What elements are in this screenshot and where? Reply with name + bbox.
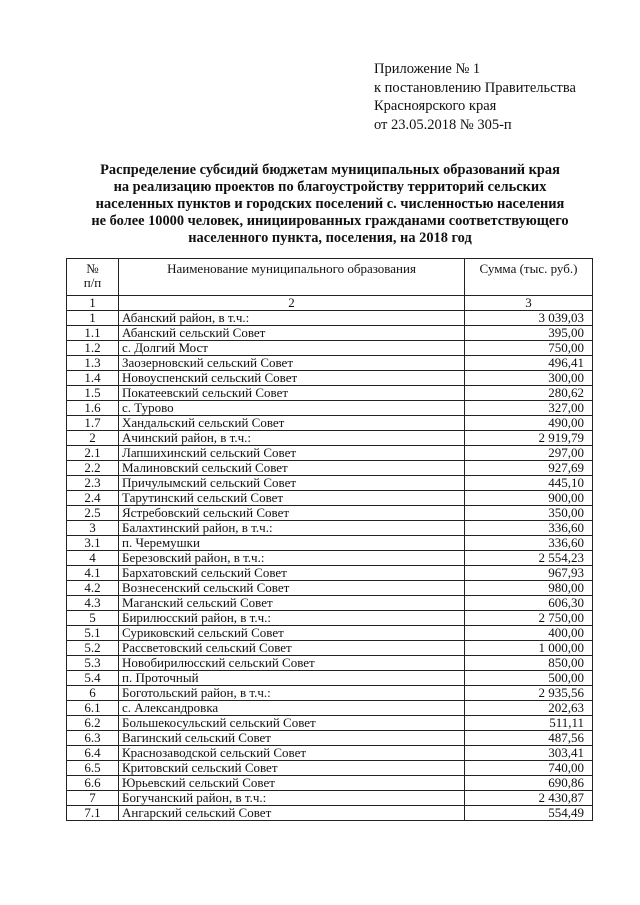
row-name: Критовский сельский Совет [119, 761, 465, 776]
row-name: Краснозаводской сельский Совет [119, 746, 465, 761]
document-title [60, 162, 600, 247]
title-line: населенного пункта, поселения, на 2018 год [188, 230, 472, 246]
row-name: Хандальский сельский Совет [119, 416, 465, 431]
table-row [67, 311, 593, 326]
row-sum: 395,00 [465, 326, 593, 341]
row-number: 3 [67, 521, 119, 536]
row-name: Малиновский сельский Совет [119, 461, 465, 476]
row-name: с. Александровка [119, 701, 465, 716]
appendix-line: от 23.05.2018 № 305-п [374, 116, 512, 133]
row-sum: 300,00 [465, 371, 593, 386]
row-name: Юрьевский сельский Совет [119, 776, 465, 791]
row-sum: 967,93 [465, 566, 593, 581]
row-name: Ангарский сельский Совет [119, 806, 465, 821]
row-name: Лапшихинский сельский Совет [119, 446, 465, 461]
row-sum: 336,60 [465, 521, 593, 536]
row-name: Балахтинский район, в т.ч.: [119, 521, 465, 536]
table-row [67, 491, 593, 506]
row-sum: 297,00 [465, 446, 593, 461]
table-row [67, 671, 593, 686]
table-row [67, 611, 593, 626]
table-row [67, 791, 593, 806]
row-number: 6.1 [67, 701, 119, 716]
row-sum: 2 935,56 [465, 686, 593, 701]
column-number: 3 [465, 296, 593, 311]
row-sum: 1 000,00 [465, 641, 593, 656]
row-sum: 980,00 [465, 581, 593, 596]
row-name: Маганский сельский Совет [119, 596, 465, 611]
row-sum: 850,00 [465, 656, 593, 671]
table-row [67, 476, 593, 491]
row-sum: 511,11 [465, 716, 593, 731]
row-number: 1.4 [67, 371, 119, 386]
table-row [67, 371, 593, 386]
row-name: Богучанский район, в т.ч.: [119, 791, 465, 806]
table-row [67, 446, 593, 461]
row-number: 7.1 [67, 806, 119, 821]
row-name: Рассветовский сельский Совет [119, 641, 465, 656]
table-row [67, 416, 593, 431]
row-number: 2.3 [67, 476, 119, 491]
row-number: 1.2 [67, 341, 119, 356]
row-sum: 554,49 [465, 806, 593, 821]
row-sum: 445,10 [465, 476, 593, 491]
table-row [67, 761, 593, 776]
row-name: Причулымский сельский Совет [119, 476, 465, 491]
row-name: п. Проточный [119, 671, 465, 686]
row-sum: 2 430,87 [465, 791, 593, 806]
row-number: 1.5 [67, 386, 119, 401]
row-number: 5.4 [67, 671, 119, 686]
row-sum: 3 039,03 [465, 311, 593, 326]
row-number: 5.3 [67, 656, 119, 671]
row-name: Новобирилюсский сельский Совет [119, 656, 465, 671]
row-sum: 2 554,23 [465, 551, 593, 566]
row-sum: 496,41 [465, 356, 593, 371]
row-number: 1.3 [67, 356, 119, 371]
table-row [67, 716, 593, 731]
table-row [67, 641, 593, 656]
table-row [67, 356, 593, 371]
table-row [67, 431, 593, 446]
row-number: 1 [67, 311, 119, 326]
row-sum: 500,00 [465, 671, 593, 686]
row-name: Ястребовский сельский Совет [119, 506, 465, 521]
title-line: не более 10000 человек, инициированных гражданами соответствующего [91, 213, 569, 229]
row-sum: 350,00 [465, 506, 593, 521]
row-number: 5.1 [67, 626, 119, 641]
appendix-line: к постановлению Правительства [374, 79, 576, 96]
row-number: 4 [67, 551, 119, 566]
row-name: Бирилюсский район, в т.ч.: [119, 611, 465, 626]
row-name: Большекосульский сельский Совет [119, 716, 465, 731]
row-number: 6.6 [67, 776, 119, 791]
row-sum: 2 919,79 [465, 431, 593, 446]
row-number: 2 [67, 431, 119, 446]
row-sum: 303,41 [465, 746, 593, 761]
header-num-line2: п/п [83, 275, 102, 290]
row-number: 2.1 [67, 446, 119, 461]
row-number: 2.4 [67, 491, 119, 506]
table-row [67, 551, 593, 566]
row-number: 6.2 [67, 716, 119, 731]
row-number: 4.1 [67, 566, 119, 581]
row-number: 4.2 [67, 581, 119, 596]
subsidy-table [66, 258, 593, 821]
title-line: на реализацию проектов по благоустройству территорий сельских [113, 179, 547, 195]
row-number: 3.1 [67, 536, 119, 551]
row-sum: 327,00 [465, 401, 593, 416]
row-sum: 490,00 [465, 416, 593, 431]
row-name: Покатеевский сельский Совет [119, 386, 465, 401]
row-name: Ачинский район, в т.ч.: [119, 431, 465, 446]
row-name: п. Черемушки [119, 536, 465, 551]
row-sum: 606,30 [465, 596, 593, 611]
row-number: 7 [67, 791, 119, 806]
row-number: 2.5 [67, 506, 119, 521]
title-line: населенных пунктов и городских поселений с. численностью населения [95, 196, 565, 212]
row-number: 6 [67, 686, 119, 701]
row-number: 4.3 [67, 596, 119, 611]
table-row [67, 521, 593, 536]
row-name: Абанский сельский Совет [119, 326, 465, 341]
row-sum: 336,60 [465, 536, 593, 551]
column-numbers-row [67, 296, 593, 311]
row-name: с. Турово [119, 401, 465, 416]
row-sum: 280,62 [465, 386, 593, 401]
row-name: Боготольский район, в т.ч.: [119, 686, 465, 701]
table-row [67, 401, 593, 416]
table-row [67, 596, 593, 611]
row-name: Вагинский сельский Совет [119, 731, 465, 746]
table-row [67, 701, 593, 716]
appendix-line: Приложение № 1 [374, 61, 481, 77]
row-sum: 202,63 [465, 701, 593, 716]
table-row [67, 536, 593, 551]
row-number: 1.6 [67, 401, 119, 416]
table-row [67, 626, 593, 641]
row-name: Суриковский сельский Совет [119, 626, 465, 641]
row-sum: 2 750,00 [465, 611, 593, 626]
row-number: 5 [67, 611, 119, 626]
row-sum: 740,00 [465, 761, 593, 776]
table-row [67, 806, 593, 821]
row-number: 5.2 [67, 641, 119, 656]
row-sum: 487,56 [465, 731, 593, 746]
table-row [67, 386, 593, 401]
row-name: с. Долгий Мост [119, 341, 465, 356]
row-name: Бархатовский сельский Совет [119, 566, 465, 581]
header-sum: Сумма (тыс. руб.) [465, 259, 593, 296]
header-num [67, 259, 119, 296]
column-number: 2 [119, 296, 465, 311]
row-sum: 690,86 [465, 776, 593, 791]
appendix-line: Красноярского края [374, 98, 497, 114]
table-row [67, 461, 593, 476]
row-sum: 900,00 [465, 491, 593, 506]
row-number: 6.3 [67, 731, 119, 746]
row-number: 6.4 [67, 746, 119, 761]
row-sum: 400,00 [465, 626, 593, 641]
row-number: 1.7 [67, 416, 119, 431]
table-row [67, 566, 593, 581]
appendix-block [374, 60, 576, 134]
header-name: Наименование муниципального образования [119, 259, 465, 296]
table-row [67, 341, 593, 356]
table-row [67, 506, 593, 521]
row-number: 1.1 [67, 326, 119, 341]
table-header-row [67, 259, 593, 296]
row-name: Абанский район, в т.ч.: [119, 311, 465, 326]
row-sum: 927,69 [465, 461, 593, 476]
table-row [67, 776, 593, 791]
row-number: 2.2 [67, 461, 119, 476]
title-line: Распределение субсидий бюджетам муниципальных образований края [100, 162, 560, 178]
table-row [67, 686, 593, 701]
row-name: Заозерновский сельский Совет [119, 356, 465, 371]
row-name: Вознесенский сельский Совет [119, 581, 465, 596]
column-number: 1 [67, 296, 119, 311]
table-row [67, 731, 593, 746]
table-row [67, 581, 593, 596]
table-row [67, 326, 593, 341]
row-sum: 750,00 [465, 341, 593, 356]
table-row [67, 656, 593, 671]
row-name: Березовский район, в т.ч.: [119, 551, 465, 566]
table-row [67, 746, 593, 761]
row-name: Тарутинский сельский Совет [119, 491, 465, 506]
row-number: 6.5 [67, 761, 119, 776]
header-num-line1: № [86, 261, 99, 276]
row-name: Новоуспенский сельский Совет [119, 371, 465, 386]
